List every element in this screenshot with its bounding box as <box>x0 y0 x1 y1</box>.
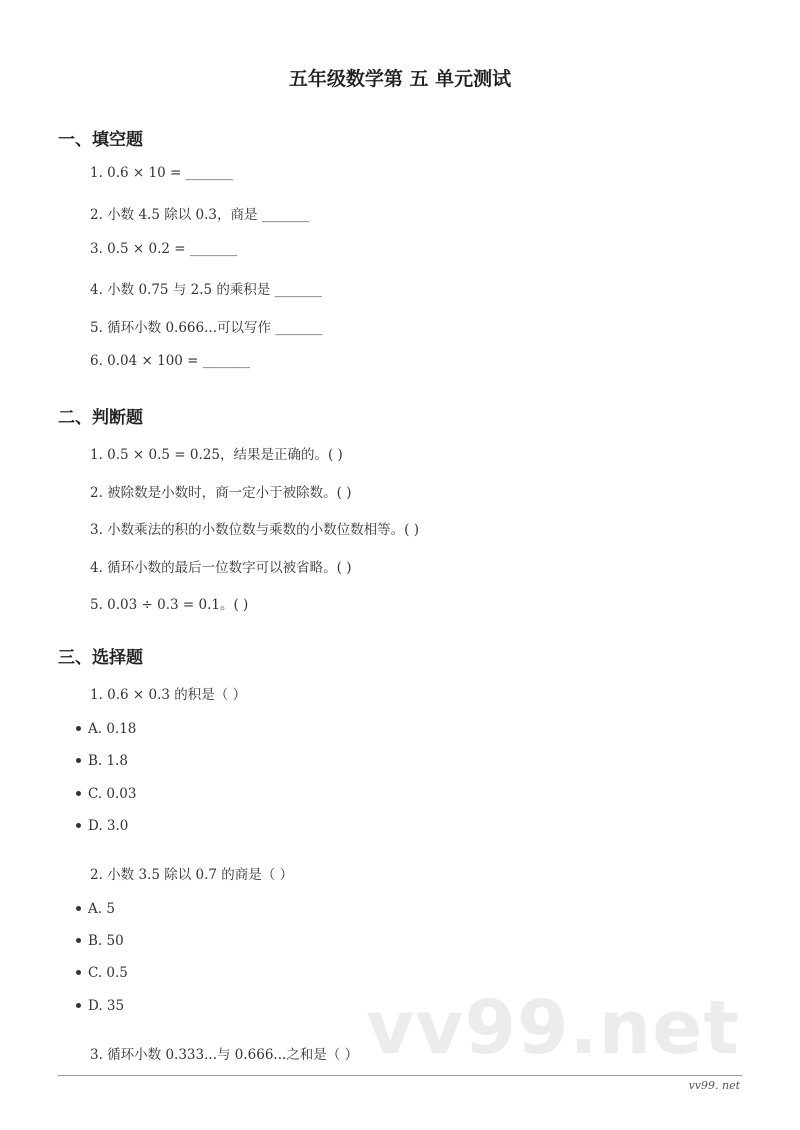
question-item: 3. 循环小数 0.333...与 0.666...之和是（ ） <box>90 1047 359 1063</box>
option-label: C. 0.5 <box>88 965 128 981</box>
option-item <box>76 998 124 1014</box>
bullet-icon <box>76 1003 81 1008</box>
bullet-icon <box>76 758 81 763</box>
bullet-icon <box>76 938 81 943</box>
option-item <box>76 933 124 949</box>
option-label: C. 0.03 <box>88 786 137 802</box>
option-item <box>76 818 128 834</box>
page-title: 五年级数学第 五 单元测试 <box>288 68 512 90</box>
option-label: A. 5 <box>88 901 115 917</box>
question-item: 3. 0.5 × 0.2 = _______ <box>90 241 238 257</box>
option-item <box>76 901 115 917</box>
question-item: 2. 小数 4.5 除以 0.3，商是 _______ <box>90 207 310 223</box>
question-item: 1. 0.6 × 10 = _______ <box>90 165 233 181</box>
question-item: 5. 循环小数 0.666...可以写作 _______ <box>90 320 323 336</box>
question-item: 2. 小数 3.5 除以 0.7 的商是（ ） <box>90 867 294 883</box>
bullet-icon <box>76 970 81 975</box>
section-heading-multiple-choice: 三、选择题 <box>58 648 143 668</box>
section-heading-fill-blank: 一、填空题 <box>58 130 143 150</box>
option-item <box>76 753 128 769</box>
question-item: 5. 0.03 ÷ 0.3 = 0.1。( ) <box>90 597 249 613</box>
bullet-icon <box>76 791 81 796</box>
footer-divider <box>58 1075 742 1076</box>
option-label: A. 0.18 <box>88 721 137 737</box>
section-heading-true-false: 二、判断题 <box>58 408 143 428</box>
question-item: 6. 0.04 × 100 = _______ <box>90 353 251 369</box>
option-label: B. 50 <box>88 933 124 949</box>
bullet-icon <box>76 823 81 828</box>
option-item <box>76 786 137 802</box>
bullet-icon <box>76 726 81 731</box>
option-label: D. 3.0 <box>88 818 129 834</box>
question-item: 2. 被除数是小数时，商一定小于被除数。( ) <box>90 485 352 501</box>
option-item <box>76 965 128 981</box>
question-item: 4. 小数 0.75 与 2.5 的乘积是 _______ <box>90 282 322 298</box>
question-item: 1. 0.6 × 0.3 的积是（ ） <box>90 687 247 703</box>
footer-site-label: vv99. net <box>688 1079 740 1092</box>
question-item: 1. 0.5 × 0.5 = 0.25，结果是正确的。( ) <box>90 447 343 463</box>
question-item: 4. 循环小数的最后一位数字可以被省略。( ) <box>90 560 352 576</box>
bullet-icon <box>76 906 81 911</box>
option-item <box>76 721 136 737</box>
question-item: 3. 小数乘法的积的小数位数与乘数的小数位数相等。( ) <box>90 522 419 538</box>
watermark: vv99.net <box>366 985 740 1071</box>
option-label: D. 35 <box>88 998 125 1014</box>
option-label: B. 1.8 <box>88 753 128 769</box>
